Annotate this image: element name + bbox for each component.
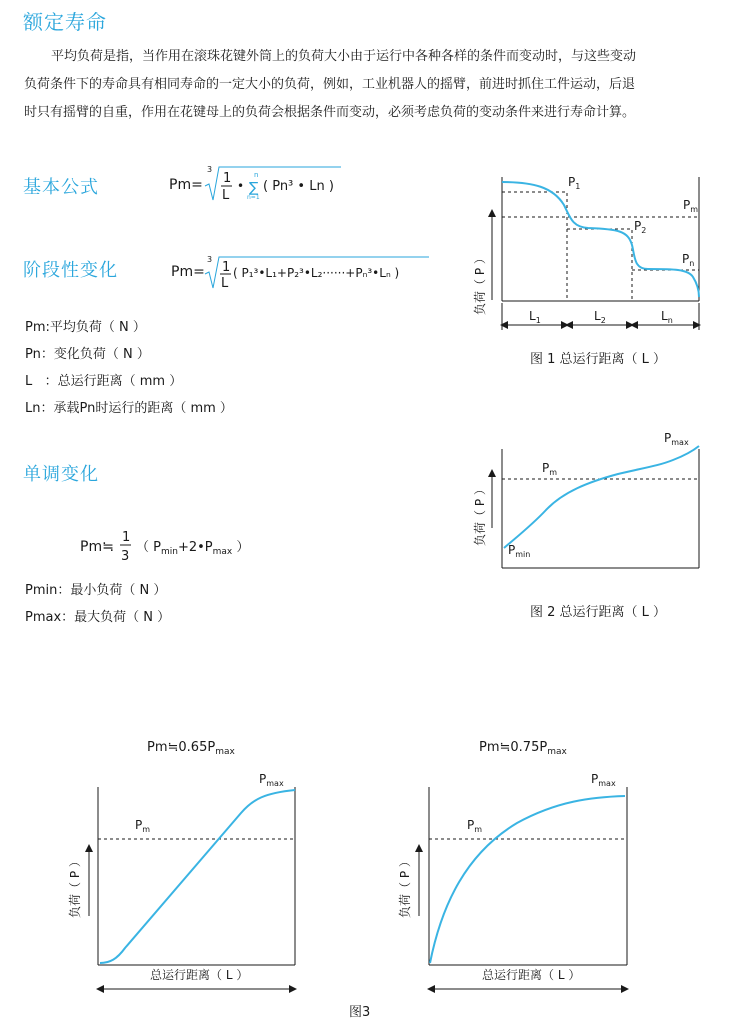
fig3b-curve — [430, 796, 625, 963]
def-pm: Pm:平均负荷（ N ） — [25, 320, 146, 335]
fig3a-label-pmax: $P_{max}$ — [259, 772, 284, 788]
def-l: L ：总运行距离（ mm ） — [25, 374, 183, 389]
fig1-curve — [502, 182, 699, 297]
basic-body: ( Pn³ • Ln ) — [263, 179, 334, 194]
intro-line-2: 负荷条件下的寿命具有相同寿命的一定大小的负荷，例如，工业机器人的摇臂，前进时抓住工件运动，后退 — [24, 77, 636, 92]
figure-3b — [387, 733, 647, 1003]
fig3-caption: 图3 — [349, 1005, 371, 1020]
basic-lhs: Pm= — [169, 177, 203, 193]
page-title: 额定寿命 — [23, 10, 107, 34]
fig2-caption: 图 2 总运行距离（ L ） — [530, 605, 667, 620]
fig1-label-l1: $L_1$ — [529, 309, 541, 325]
fig3b-label-pmax: $P_{max}$ — [591, 772, 616, 788]
def-pmax: Pmax：最大负荷（ N ） — [25, 610, 171, 625]
fig3b-label-pm: $P_m$ — [467, 818, 483, 834]
fig1-label-p2: $P_2$ — [634, 219, 647, 235]
definitions-list — [25, 314, 233, 422]
mono-lhs: Pm≒ — [80, 539, 114, 555]
fig3a-title: $Pm≒0.65P_{max}$ — [147, 740, 235, 757]
fig2-ylabel: 负荷（ P ） — [473, 483, 487, 546]
intro-paragraph — [24, 43, 714, 127]
def-pn: Pn：变化负荷（ N ） — [25, 347, 150, 362]
fig1-label-p1: $P_1$ — [568, 175, 581, 191]
mono-heading: 单调变化 — [23, 464, 99, 485]
mono-tail: ） — [232, 540, 250, 555]
def-pmin: Pmin：最小负荷（ N ） — [25, 583, 167, 598]
fig3a-label-pm: $P_m$ — [135, 818, 151, 834]
mono-formula — [78, 525, 268, 567]
fig1-label-pn: $P_n$ — [682, 252, 695, 268]
stage-frac-num: 1 — [222, 260, 231, 275]
stage-body: ( P₁³•L₁+P₂³•L₂······+Pₙ³•Lₙ ) — [233, 266, 400, 280]
fig1-label-pm: $P_m$ — [683, 198, 699, 214]
fig1-label-ln: $L_n$ — [661, 309, 673, 325]
basic-dot: • — [237, 179, 245, 193]
basic-formula-heading: 基本公式 — [23, 177, 99, 198]
figure-3a — [55, 733, 315, 1003]
fig3b-ylabel: 负荷（ P ） — [398, 855, 412, 918]
mono-sub-max: max — [212, 547, 233, 557]
fig1-dash-p1 — [502, 192, 567, 301]
fig1-caption: 图 1 总运行距离（ L ） — [530, 352, 667, 367]
fig2-label-pmax: $P_{max}$ — [664, 431, 689, 447]
stage-formula — [167, 252, 432, 296]
stage-lhs: Pm= — [171, 264, 205, 280]
fig2-label-pmin: $P_{min}$ — [508, 543, 531, 559]
mono-frac-den: 3 — [121, 549, 130, 564]
mono-formula-text — [136, 540, 249, 557]
basic-sum-bottom: n=1 — [247, 194, 260, 201]
basic-frac-den: L — [222, 188, 230, 203]
fig3a-xlabel: 总运行距离（ L ） — [150, 968, 249, 982]
def-ln: Ln：承载Pn时运行的距离（ mm ） — [25, 401, 233, 416]
mono-definitions — [25, 577, 170, 631]
intro-line-1: 平均负荷是指，当作用在滚珠花键外筒上的负荷大小由于运行中各种各样的条件而变动时，与这些变动 — [51, 49, 637, 64]
fig1-label-l2: $L_2$ — [594, 309, 606, 325]
mono-body-open: （ P — [136, 540, 161, 555]
mono-mid: +2•P — [177, 540, 213, 555]
basic-sum-top: n — [254, 171, 259, 179]
fig3b-title: $Pm≒0.75P_{max}$ — [479, 740, 567, 757]
basic-formula — [165, 160, 345, 206]
fig1-dash-p2 — [567, 229, 632, 301]
mono-sub-min: min — [160, 547, 178, 557]
mono-frac-num: 1 — [122, 530, 131, 545]
stage-root-index: 3 — [207, 255, 213, 264]
stage-frac-den: L — [221, 276, 229, 291]
basic-root-index: 3 — [207, 165, 213, 174]
fig1-ylabel: 负荷（ P ） — [473, 252, 487, 315]
fig2-curve — [504, 446, 699, 548]
fig3a-ylabel: 负荷（ P ） — [68, 855, 82, 918]
figure-1 — [458, 165, 718, 375]
figure-2 — [458, 428, 718, 628]
intro-line-3: 时只有摇臂的自重，作用在花键母上的负荷会根据条件而变动，必须考虑负荷的变动条件来进行寿命计算。 — [24, 105, 636, 120]
stage-formula-heading: 阶段性变化 — [23, 260, 118, 281]
basic-frac-num: 1 — [223, 171, 232, 186]
fig3b-xlabel: 总运行距离（ L ） — [482, 968, 581, 982]
fig3a-curve — [100, 790, 295, 963]
basic-sum-symbol: ∑ — [249, 180, 259, 196]
fig2-label-pm: $P_m$ — [542, 461, 558, 477]
